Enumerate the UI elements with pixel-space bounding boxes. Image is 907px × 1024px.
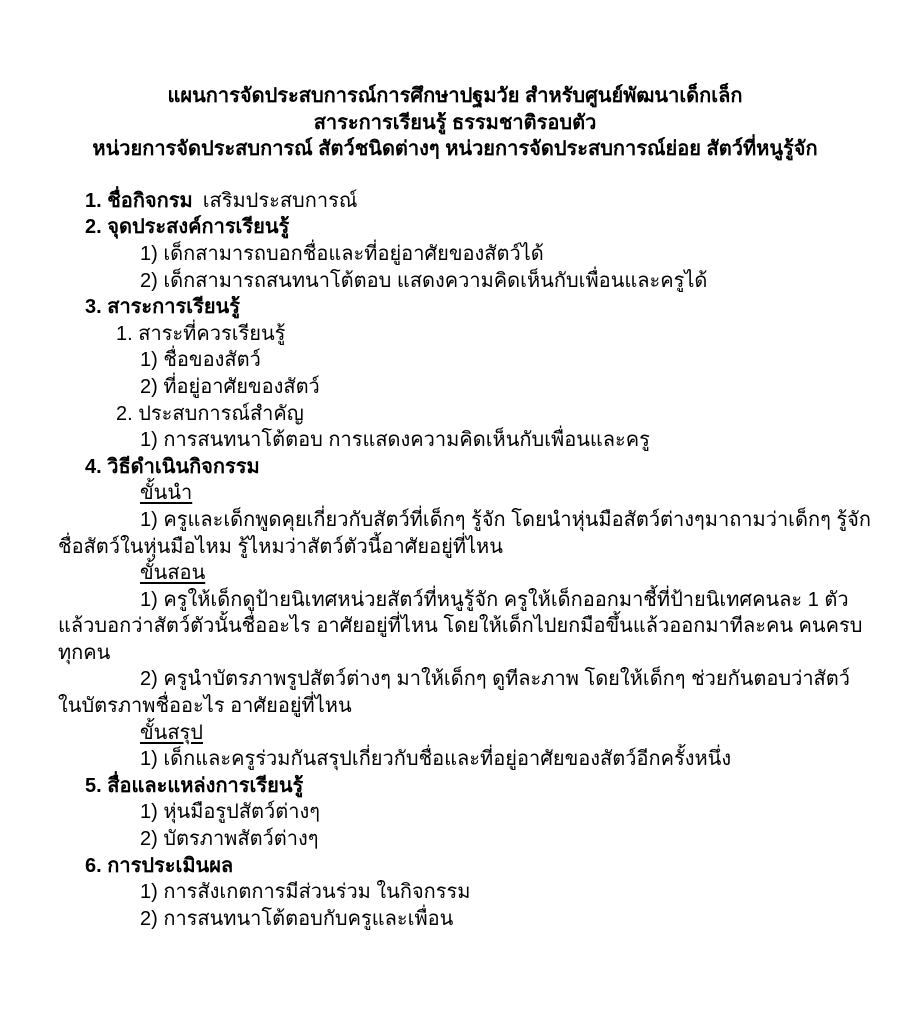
procedure-intro-line-1: 1) ครูและเด็กพูดคุยเกี่ยวกับสัตว์ที่เด็กๆ รู้จัก โดยนำหุ่นมือสัตว์ต่างๆมาถามว่าเด็กๆ รู้จัก bbox=[140, 508, 871, 531]
procedure-intro-step-heading: ขั้นนำ bbox=[140, 482, 193, 505]
section-media-heading: 5. สื่อและแหล่งการเรียนรู้ bbox=[85, 774, 304, 797]
activity-name-value: เสริมประสบการณ์ bbox=[202, 189, 358, 212]
procedure-teaching-step-heading: ขั้นสอน bbox=[140, 562, 206, 585]
procedure-teaching-line-2: แล้วบอกว่าสัตว์ตัวนั้นชื่ออะไร อาศัยอยู่ที่ไหน โดยให้เด็กไปยกมือขึ้นแล้วออกมาทีละคน คนครบ bbox=[58, 615, 863, 638]
content-subsection-1-item-1: 1) ชื่อของสัตว์ bbox=[140, 349, 261, 372]
procedure-summary-line-1: 1) เด็กและครูร่วมกันสรุปเกี่ยวกับชื่อและที่อยู่อาศัยของสัตว์อีกครั้งหนึ่ง bbox=[140, 748, 732, 771]
media-item-1: 1) หุ่นมือรูปสัตว์ต่างๆ bbox=[140, 801, 320, 824]
procedure-teaching-line-5: ในบัตรภาพชื่ออะไร อาศัยอยู่ที่ไหน bbox=[58, 695, 352, 718]
media-item-2: 2) บัตรภาพสัตว์ต่างๆ bbox=[140, 828, 319, 851]
document-title-line-1: แผนการจัดประสบการณ์การศึกษาปฐมวัย สำหรับศูนย์พัฒนาเด็กเล็ก bbox=[167, 85, 743, 107]
section-evaluation-heading: 6. การประเมินผล bbox=[85, 854, 234, 877]
section-procedure-heading: 4. วิธีดำเนินกิจกรรม bbox=[85, 455, 260, 478]
content-subsection-2-item-1: 1) การสนทนาโต้ตอบ การแสดงความคิดเห็นกับเพื่อนและครู bbox=[140, 429, 650, 452]
content-subsection-1-item-2: 2) ที่อยู่อาศัยของสัตว์ bbox=[140, 375, 320, 398]
document-title-line-3: หน่วยการจัดประสบการณ์ สัตว์ชนิดต่างๆ หน่วยการจัดประสบการณ์ย่อย สัตว์ที่หนูรู้จัก bbox=[92, 138, 818, 161]
content-subsection-1-heading: 1. สาระที่ควรเรียนรู้ bbox=[116, 322, 286, 345]
procedure-intro-line-2: ชื่อสัตว์ในหุ่นมือไหม รู้ไหมว่าสัตว์ตัวนี้อาศัยอยู่ที่ไหน bbox=[58, 535, 503, 558]
evaluation-item-2: 2) การสนทนาโต้ตอบกับครูและเพื่อน bbox=[140, 907, 454, 930]
objective-item-1: 1) เด็กสามารถบอกชื่อและที่อยู่อาศัยของสัตว์ได้ bbox=[140, 242, 544, 265]
section-objectives-heading: 2. จุดประสงค์การเรียนรู้ bbox=[85, 216, 290, 239]
evaluation-item-1: 1) การสังเกตการมีส่วนร่วม ในกิจกรรม bbox=[140, 881, 471, 904]
section-learning-content-heading: 3. สาระการเรียนรู้ bbox=[85, 296, 240, 319]
title-body-spacer bbox=[58, 163, 852, 188]
procedure-summary-step-heading: ขั้นสรุป bbox=[140, 721, 203, 744]
procedure-teaching-line-4: 2) ครูนำบัตรภาพรูปสัตว์ต่างๆ มาให้เด็กๆ ดูทีละภาพ โดยให้เด็กๆ ช่วยกันตอบว่าสัตว์ bbox=[140, 668, 850, 691]
procedure-teaching-line-3: ทุกคน bbox=[58, 641, 111, 664]
document-title-line-2: สาระการเรียนรู้ ธรรมชาติรอบตัว bbox=[313, 111, 597, 134]
section-activity-heading: 1. ชื่อกิจกรม bbox=[85, 189, 193, 212]
procedure-teaching-line-1: 1) ครูให้เด็กดูป้ายนิเทศหน่วยสัตว์ที่หนูรู้จัก ครูให้เด็กออกมาชี้ที่ป้ายนิเทศคนละ 1 ตัว bbox=[140, 588, 849, 611]
objective-item-2: 2) เด็กสามารถสนทนาโต้ตอบ แสดงความคิดเห็นกับเพื่อนและครูได้ bbox=[140, 269, 708, 292]
content-subsection-2-heading: 2. ประสบการณ์สำคัญ bbox=[116, 402, 304, 425]
section-activity-name bbox=[85, 188, 852, 215]
